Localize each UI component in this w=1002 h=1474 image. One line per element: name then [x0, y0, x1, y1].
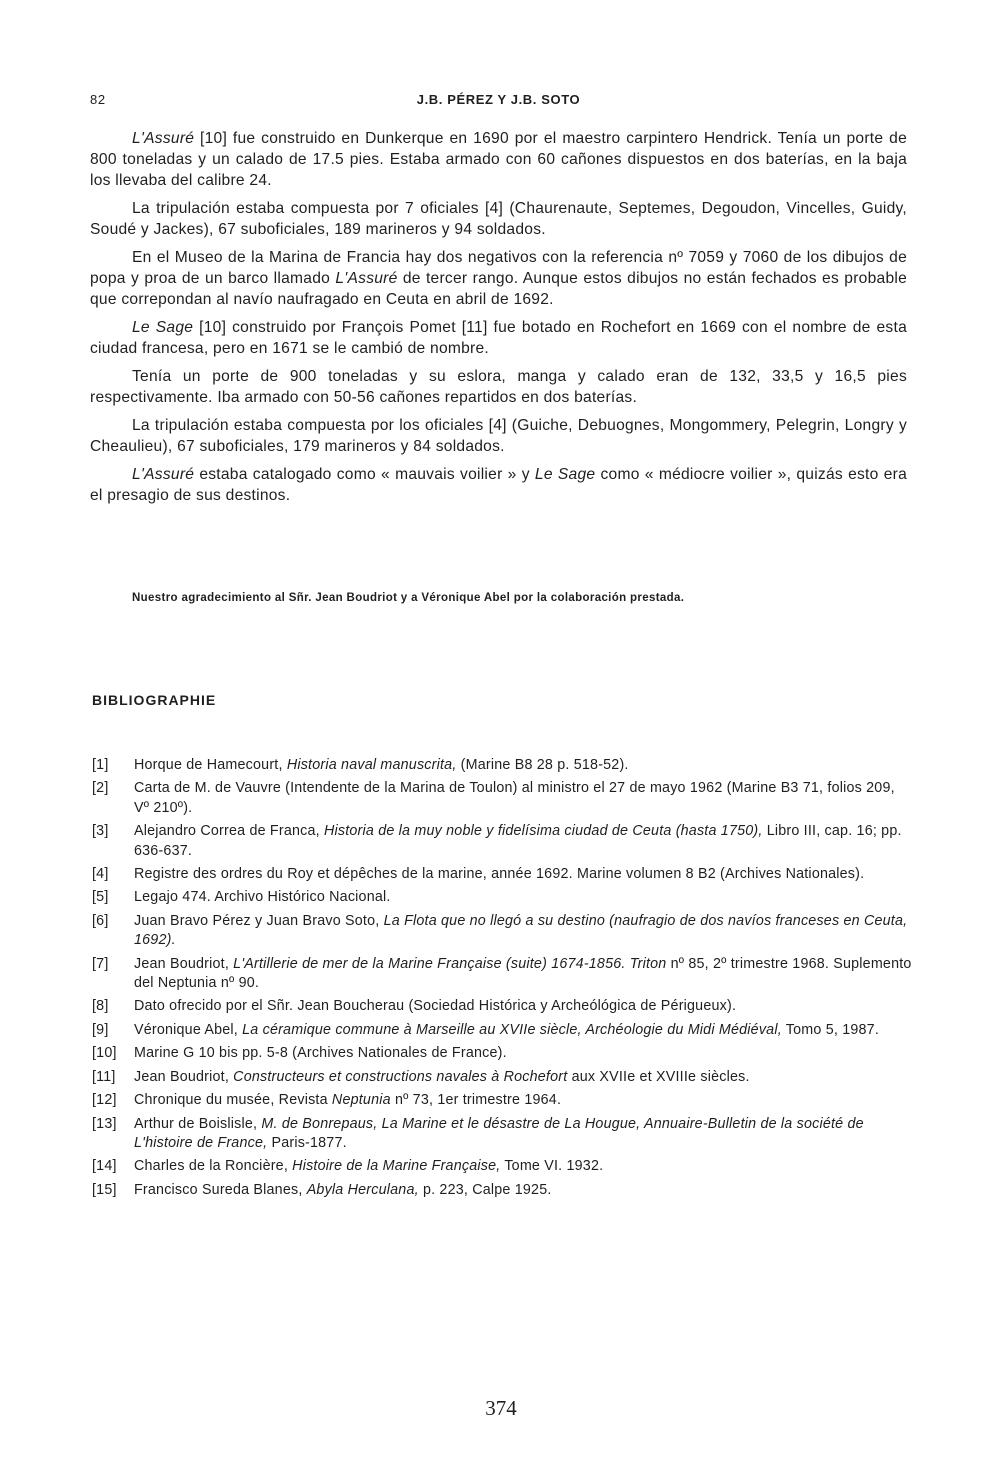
entry-text [134, 1021, 912, 1040]
entry-number: [10] [92, 1045, 117, 1062]
paragraph-4 [90, 317, 907, 359]
ship-name: Le Sage [534, 466, 596, 483]
entry-number: [12] [92, 1092, 117, 1109]
entry-text-part: Jean Boudriot, [134, 955, 234, 972]
running-title: J.B. PÉREZ Y J.B. SOTO [416, 92, 581, 107]
entry-text-part: Jean Boudriot, [134, 1068, 234, 1085]
paragraph-5: Tenía un porte de 900 toneladas y su eslora, manga y calado eran de 132, 33,5 y 16,5 pies respectivamente. Iba armado con 50-56 cañones repartidos en dos baterías. [90, 368, 907, 406]
entry-number: [4] [92, 866, 109, 883]
entry-text [134, 865, 912, 884]
paragraph-6: La tripulación estaba compuesta por los oficiales [4] (Guiche, Debuognes, Mongommery, Pelegrin, Longry y Cheaulieu), 67 suboficiales, 179 marineros y 84 soldados. [90, 417, 907, 455]
entry-text [134, 1091, 912, 1110]
bibliography-entry [92, 912, 912, 951]
bibliography-heading: BIBLIOGRAPHIE [92, 692, 217, 708]
entry-text [134, 1181, 912, 1200]
entry-text-part: nº 73, 1er trimestre 1964. [390, 1092, 562, 1109]
entry-text [134, 779, 912, 818]
entry-text [134, 1115, 912, 1154]
paragraph-text: como « médiocre voilier », quizás esto era el presagio de sus destinos. [90, 466, 907, 504]
entry-text-part: Charles de la Roncière, [134, 1158, 293, 1175]
entry-number: [1] [92, 757, 109, 773]
entry-number: [11] [92, 1068, 116, 1085]
entry-text [134, 1157, 912, 1176]
entry-text-part: aux XVIIe et XVIIIe siècles. [567, 1068, 750, 1085]
entry-text-part: Alejandro Correa de Franca, [134, 823, 324, 840]
ship-name: Le Sage [132, 319, 194, 336]
body-text [90, 128, 907, 513]
entry-number: [7] [92, 955, 109, 972]
header-page-number: 82 [90, 92, 106, 107]
entry-text-part: nº 85, 2º trimestre 1968. Suplemento del Neptunia nº 90. [134, 955, 912, 992]
entry-text-part: p. 223, Calpe 1925. [418, 1181, 552, 1198]
paragraph-1 [90, 128, 907, 191]
entry-text-part: Tome VI. 1932. [500, 1158, 604, 1175]
entry-text [134, 955, 912, 994]
entry-title: M. de Bonrepaus, La Marine et le désastre de La Hougue, Annuaire-Bulletin de la société de L'histoire de France, [134, 1115, 864, 1151]
footer-page-number: 374 [485, 1396, 517, 1420]
entry-number: [6] [92, 912, 109, 929]
entry-number: [5] [92, 889, 109, 906]
entry-text [134, 1068, 912, 1087]
entry-text [134, 1044, 912, 1063]
entry-text [134, 888, 912, 907]
entry-title: Neptunia [331, 1092, 391, 1109]
entry-title: La Flota que no llegó a su destino (naufragio de dos navíos franceses en Ceuta, 1692). [134, 912, 908, 949]
paragraph-text: En el Museo de la Marina de Francia hay dos negativos con la referencia nº 7059 y 7060 de los dibujos de popa y proa de un barco llamado [90, 249, 907, 287]
paragraph-text: [10] construido por François Pomet [11] fue botado en Rochefort en 1669 con el nombre de esta ciudad francesa, pero en 1671 se le cambió de nombre. [90, 319, 907, 357]
entry-text-part: (Marine B8 28 p. 518-52). [456, 757, 629, 773]
bibliography-entry [92, 955, 912, 994]
bibliography-entry [92, 1044, 912, 1063]
entry-text-part: Legajo 474. Archivo Histórico Nacional. [134, 889, 391, 906]
entry-text-part: Tomo 5, 1987. [781, 1021, 879, 1038]
ship-name: L'Assuré [335, 270, 398, 287]
entry-text-part: Carta de M. de Vauvre (Intendente de la Marina de Toulon) al ministro el 27 de mayo 1962 (Marine B3 71, folios 209, Vº 210º). [134, 780, 895, 816]
entry-title: L'Artillerie de mer de la Marine Française (suite) 1674-1856. Triton [233, 955, 667, 972]
entry-number: [13] [92, 1115, 117, 1132]
entry-number: [14] [92, 1158, 117, 1175]
entry-title: Historia naval manuscrita, [286, 757, 457, 773]
bibliography-entry [92, 1091, 912, 1110]
entry-text [134, 912, 912, 951]
entry-text [134, 756, 912, 775]
paragraph-text: [10] fue construido en Dunkerque en 1690 por el maestro carpintero Hendrick. Tenía un porte de 800 toneladas y un calado de 17.5 pies. Estaba armado con 60 cañones dispuestos en dos baterías, en la baja los llevaba del calibre 24. [90, 130, 907, 189]
entry-text-part: Registre des ordres du Roy et dépêches de la marine, année 1692. Marine volumen 8 B2 (Archives Nationales). [134, 866, 865, 883]
entry-number: [15] [92, 1181, 117, 1198]
entry-text-part: Paris-1877. [267, 1134, 347, 1151]
entry-text-part: Dato ofrecido por el Sñr. Jean Boucherau (Sociedad Histórica y Archeólógica de Périgueux). [134, 998, 737, 1015]
bibliography-entry [92, 865, 912, 884]
bibliography-entry [92, 1181, 912, 1200]
paragraph-7 [90, 464, 907, 506]
entry-text [134, 997, 912, 1016]
entry-number: [8] [92, 998, 109, 1015]
entry-text-part: Marine G 10 bis pp. 5-8 (Archives Nationales de France). [134, 1045, 507, 1062]
entry-title: Constructeurs et constructions navales à Rochefort [233, 1068, 568, 1085]
entry-text-part: Horque de Hamecourt, [134, 757, 287, 773]
bibliography-entry [92, 779, 912, 818]
bibliography-entry [92, 1021, 912, 1040]
entry-text-part: Juan Bravo Pérez y Juan Bravo Soto, [134, 912, 384, 929]
acknowledgement: Nuestro agradecimiento al Sñr. Jean Boudriot y a Véronique Abel por la colaboración prestada. [132, 592, 685, 604]
entry-text-part: Véronique Abel, [134, 1021, 243, 1038]
entry-title: Abyla Herculana, [306, 1181, 419, 1198]
entry-number: [2] [92, 780, 109, 797]
bibliography-entry [92, 1157, 912, 1176]
entry-title: Histoire de la Marine Française, [292, 1158, 501, 1175]
paragraph-text: estaba catalogado como « mauvais voilier » y [194, 466, 535, 483]
entry-text-part: Chronique du musée, Revista [134, 1092, 332, 1109]
entry-number: [9] [92, 1021, 109, 1038]
bibliography-entry [92, 822, 912, 861]
paragraph-text: de tercer rango. Aunque estos dibujos no están fechados es probable que correpondan al navío naufragado en Ceuta en abril de 1692. [90, 270, 907, 308]
entry-text [134, 822, 912, 861]
entry-text-part: Francisco Sureda Blanes, [134, 1181, 307, 1198]
bibliography-list [92, 756, 912, 1204]
bibliography-entry [92, 756, 912, 775]
paragraph-3 [90, 247, 907, 310]
entry-text-part: Libro III, cap. 16; pp. 636-637. [134, 823, 902, 859]
ship-name: L'Assuré [132, 130, 195, 147]
ship-name: L'Assuré [132, 466, 195, 483]
entry-title: Historia de la muy noble y fidelísima ciudad de Ceuta (hasta 1750), [323, 823, 763, 840]
entry-number: [3] [92, 823, 109, 840]
bibliography-entry [92, 1068, 912, 1087]
bibliography-entry [92, 997, 912, 1016]
page-header [90, 92, 907, 112]
bibliography-entry [92, 888, 912, 907]
entry-title: La céramique commune à Marseille au XVIIe siècle, Archéologie du Midi Médiéval, [242, 1021, 782, 1038]
paragraph-2: La tripulación estaba compuesta por 7 oficiales [4] (Chaurenaute, Septemes, Degoudon, Vincelles, Guidy, Soudé y Jackes), 67 suboficiales, 189 marineros y 94 soldados. [90, 200, 907, 238]
entry-text-part: Arthur de Boislisle, [134, 1115, 262, 1132]
bibliography-entry [92, 1115, 912, 1154]
